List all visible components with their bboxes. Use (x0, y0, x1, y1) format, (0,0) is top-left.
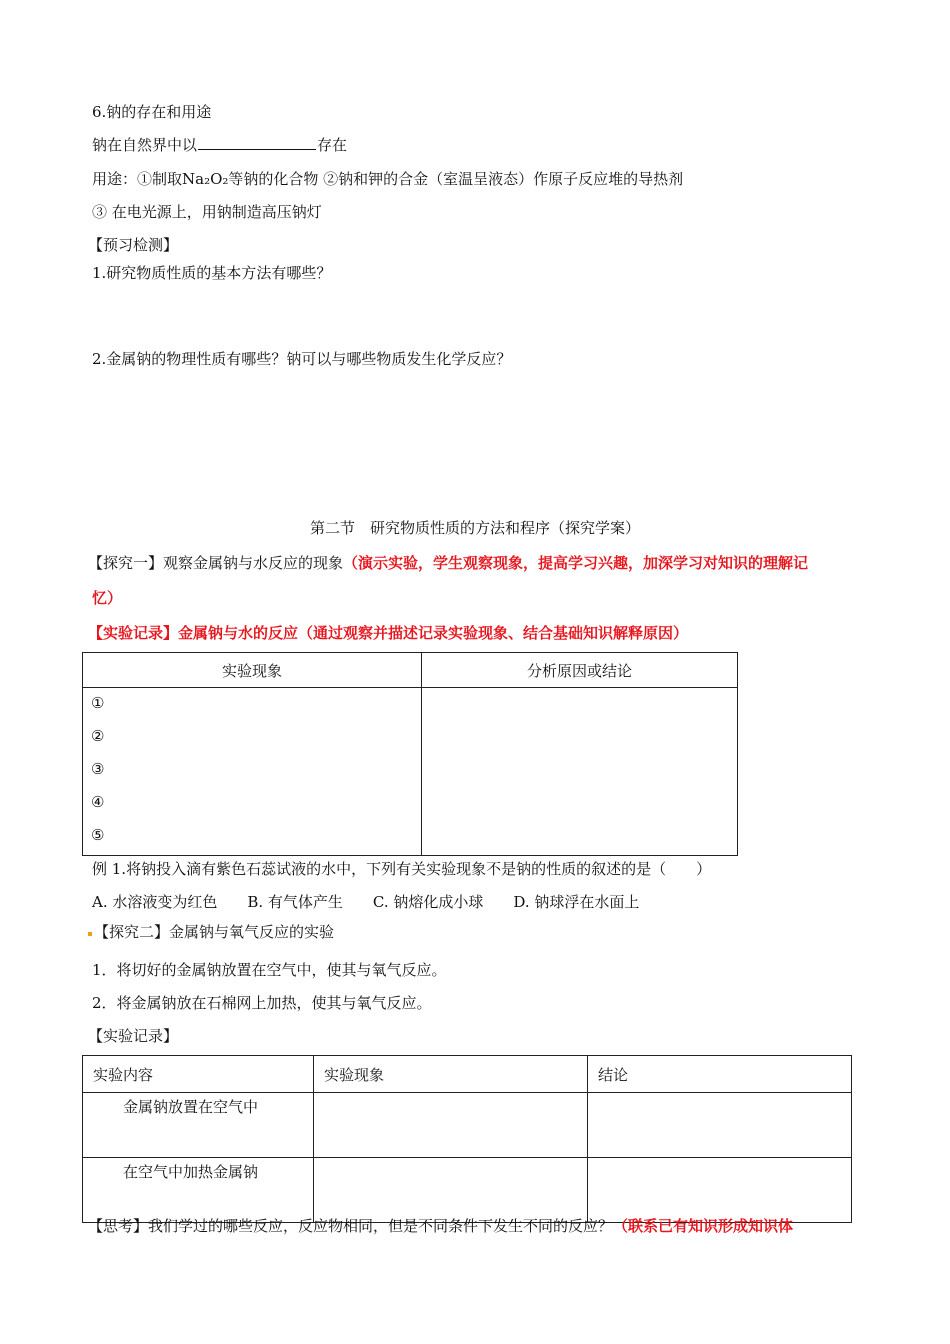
bullet-marker (88, 932, 92, 936)
existence-line (92, 135, 347, 155)
header-conclusion: 结论 (588, 1056, 852, 1093)
item-1: ① (91, 694, 105, 712)
preview-q2: 2.金属钠的物理性质有哪些？钠可以与哪些物质发生化学反应？ (92, 350, 512, 368)
table-row (83, 1158, 852, 1223)
table-header-row (83, 1056, 852, 1093)
example1-options: A. 水溶液变为红色 B. 有气体产生 C. 钠熔化成小球 D. 钠球浮在水面上 (92, 893, 640, 911)
think-red: （联系已有知识形成知识体 (613, 1217, 794, 1235)
row-label-heat: 在空气中加热金属钠 (83, 1158, 314, 1223)
section6-title: 6.钠的存在和用途 (92, 103, 212, 121)
fill-blank[interactable] (198, 135, 316, 150)
item-3: ③ (91, 760, 105, 778)
explore1-heading-red: （演示实验，学生观察现象，提高学习兴趣，加深学习对知识的理解记 (343, 554, 809, 572)
conclusion-cell-air[interactable] (588, 1093, 852, 1158)
explore1-record: 【实验记录】金属钠与水的反应（通过观察并描述记录实验现象、结合基础知识解释原因） (88, 624, 689, 642)
header-phenomenon: 实验现象 (314, 1056, 588, 1093)
explore2-record: 【实验记录】 (88, 1027, 179, 1045)
row-label-air: 金属钠放置在空气中 (83, 1093, 314, 1158)
header-analysis: 分析原因或结论 (422, 653, 738, 688)
table-row (83, 1093, 852, 1158)
item-2: ② (91, 727, 105, 745)
water-reaction-table (82, 652, 738, 856)
explore1-heading-red-cont: 忆） (92, 589, 123, 607)
section-title: 第二节 研究物质性质的方法和程序（探究学案） (309, 519, 640, 537)
explore1-heading (88, 553, 808, 573)
think-line (88, 1216, 793, 1236)
item-5: ⑤ (91, 826, 105, 844)
analysis-cell[interactable] (422, 688, 738, 856)
header-content: 实验内容 (83, 1056, 314, 1093)
phenomenon-cell[interactable] (83, 688, 422, 856)
uses-line-2: ③ 在电光源上，用钠制造高压钠灯 (92, 203, 322, 221)
example1-question: 例 1.将钠投入滴有紫色石蕊试液的水中，下列有关实验现象不是钠的性质的叙述的是（ ） (92, 860, 712, 878)
explore2-heading: 【探究二】金属钠与氧气反应的实验 (88, 922, 334, 942)
explore2-step1: 1．将切好的金属钠放置在空气中，使其与氧气反应。 (92, 961, 447, 979)
oxygen-reaction-table (82, 1055, 852, 1223)
table-row (83, 688, 738, 856)
explore1-heading-black: 【探究一】观察金属钠与水反应的现象 (88, 554, 344, 572)
phenomenon-cell-air[interactable] (314, 1093, 588, 1158)
header-phenomenon: 实验现象 (83, 653, 422, 688)
uses-line-1: 用途：①制取Na₂O₂等钠的化合物 ②钠和钾的合金（室温呈液态）作原子反应堆的导热剂 (92, 170, 684, 188)
item-4: ④ (91, 793, 105, 811)
preview-heading: 【预习检测】 (88, 236, 179, 254)
preview-q1: 1.研究物质性质的基本方法有哪些？ (92, 264, 332, 282)
existence-after: 存在 (317, 136, 348, 154)
phenomenon-cell-heat[interactable] (314, 1158, 588, 1223)
think-black: 【思考】我们学过的哪些反应，反应物相同，但是不同条件下发生不同的反应？ (88, 1217, 614, 1235)
explore2-step2: 2．将金属钠放在石棉网上加热，使其与氧气反应。 (92, 994, 432, 1012)
existence-before: 钠在自然界中以 (92, 136, 198, 154)
table-header-row (83, 653, 738, 688)
conclusion-cell-heat[interactable] (588, 1158, 852, 1223)
